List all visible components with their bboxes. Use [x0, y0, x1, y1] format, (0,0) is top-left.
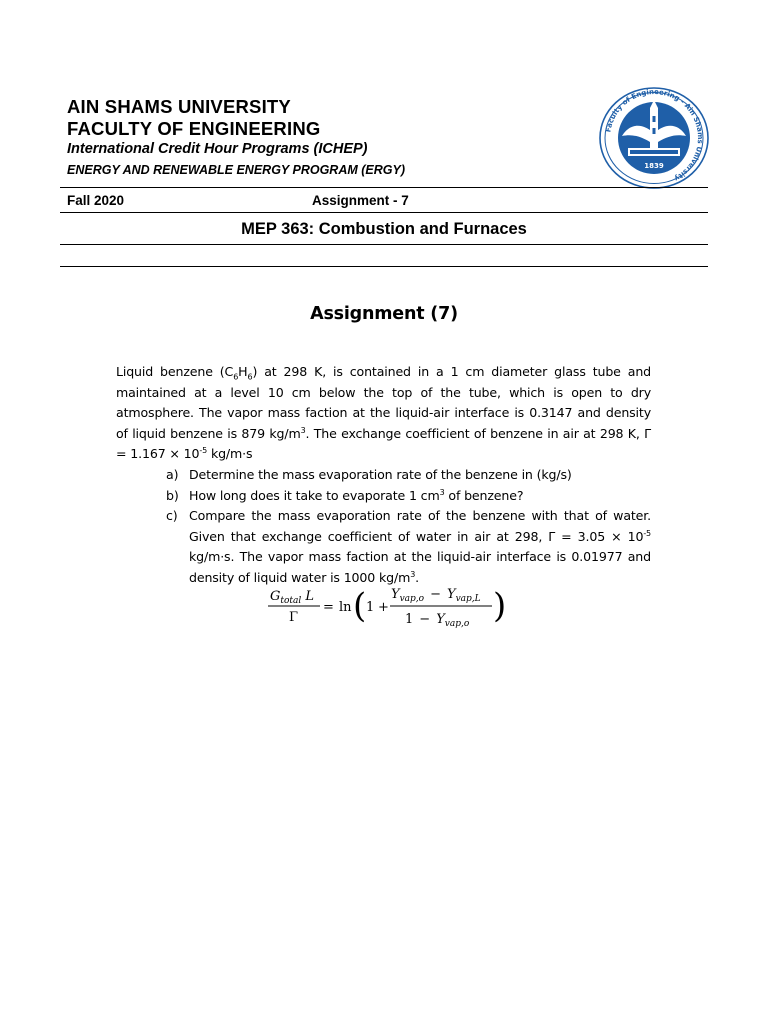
svg-text:Faculty of Engineering - Ain S: Faculty of Engineering - Ain Shams University — [604, 87, 705, 183]
svg-text:=: = — [323, 600, 334, 615]
program-ichep: International Credit Hour Programs (ICHEP) — [67, 141, 368, 157]
svg-text:1−Yvap,o: $1 - Y_{vap,o}$ — [405, 612, 470, 629]
problem-statement: Liquid benzene $(C_6H_6)$ at 298 K, is contained in a 1 cm diameter glass tube and maintained at a level 10 cm below the top of the tube, which is open to dry atmosphere. The vapor mass faction at the liquid-air interface is 0.3147 and density of liquid benzene is 879 $kg/m^3$. The exchange coefficient of benzene in air at 298 K, $\Gamma = 1.167 \times 10^{-5}$ kg/m·s — [116, 364, 651, 462]
svg-text:): ) — [493, 586, 507, 626]
university-seal-icon — [598, 86, 710, 190]
page-title: Assignment (7) — [310, 304, 458, 324]
program-ergy: ENERGY AND RENEWABLE ENERGY PROGRAM (ERGY) — [67, 163, 406, 177]
question-text: Compare the mass evaporation rate of the benzene with that of water. Given that exchange coefficient of water in air at 298, $\Gamma = 3.05 \times 10^{-5}$ kg/m·s. The vapor mass faction at the liquid-air interface is 0.01977 and density of liquid water is 1000 $kg/m^3$. — [189, 508, 651, 585]
svg-text:+: + — [378, 600, 389, 615]
question-text: How long does it take to evaporate 1 $cm^3$ of benzene? — [189, 487, 524, 503]
header-divider-lower — [60, 244, 708, 245]
header-divider-middle — [60, 212, 708, 213]
question-text: Determine the mass evaporation rate of the benzene in (kg/s) — [189, 467, 572, 482]
question-marker: c) — [166, 508, 178, 524]
question-marker: b) — [166, 487, 179, 503]
svg-text:Γ: Γ — [289, 610, 299, 625]
svg-text:1: 1 — [366, 600, 375, 615]
question-marker: a) — [166, 467, 179, 482]
svg-text:(: ( — [353, 586, 367, 626]
evaporation-equation — [260, 584, 510, 632]
semester-label: Fall 2020 — [67, 193, 125, 208]
university-name: AIN SHAMS UNIVERSITY — [67, 96, 291, 117]
svg-text:Gtotal L: $G_{total}$ L — [270, 589, 315, 606]
faculty-name: FACULTY OF ENGINEERING — [67, 118, 321, 139]
svg-text:1839: 1839 — [644, 162, 664, 170]
assignment-number: Assignment - 7 — [312, 193, 409, 208]
course-title: MEP 363: Combustion and Furnaces — [241, 220, 527, 238]
header-divider-bottom — [60, 266, 708, 267]
svg-text:ln: ln — [339, 600, 352, 615]
header-divider-top — [60, 187, 708, 188]
svg-text:Yvap,o−Yvap,L: $Y_{vap,o} - Y_{vap,L}$ — [391, 587, 481, 604]
